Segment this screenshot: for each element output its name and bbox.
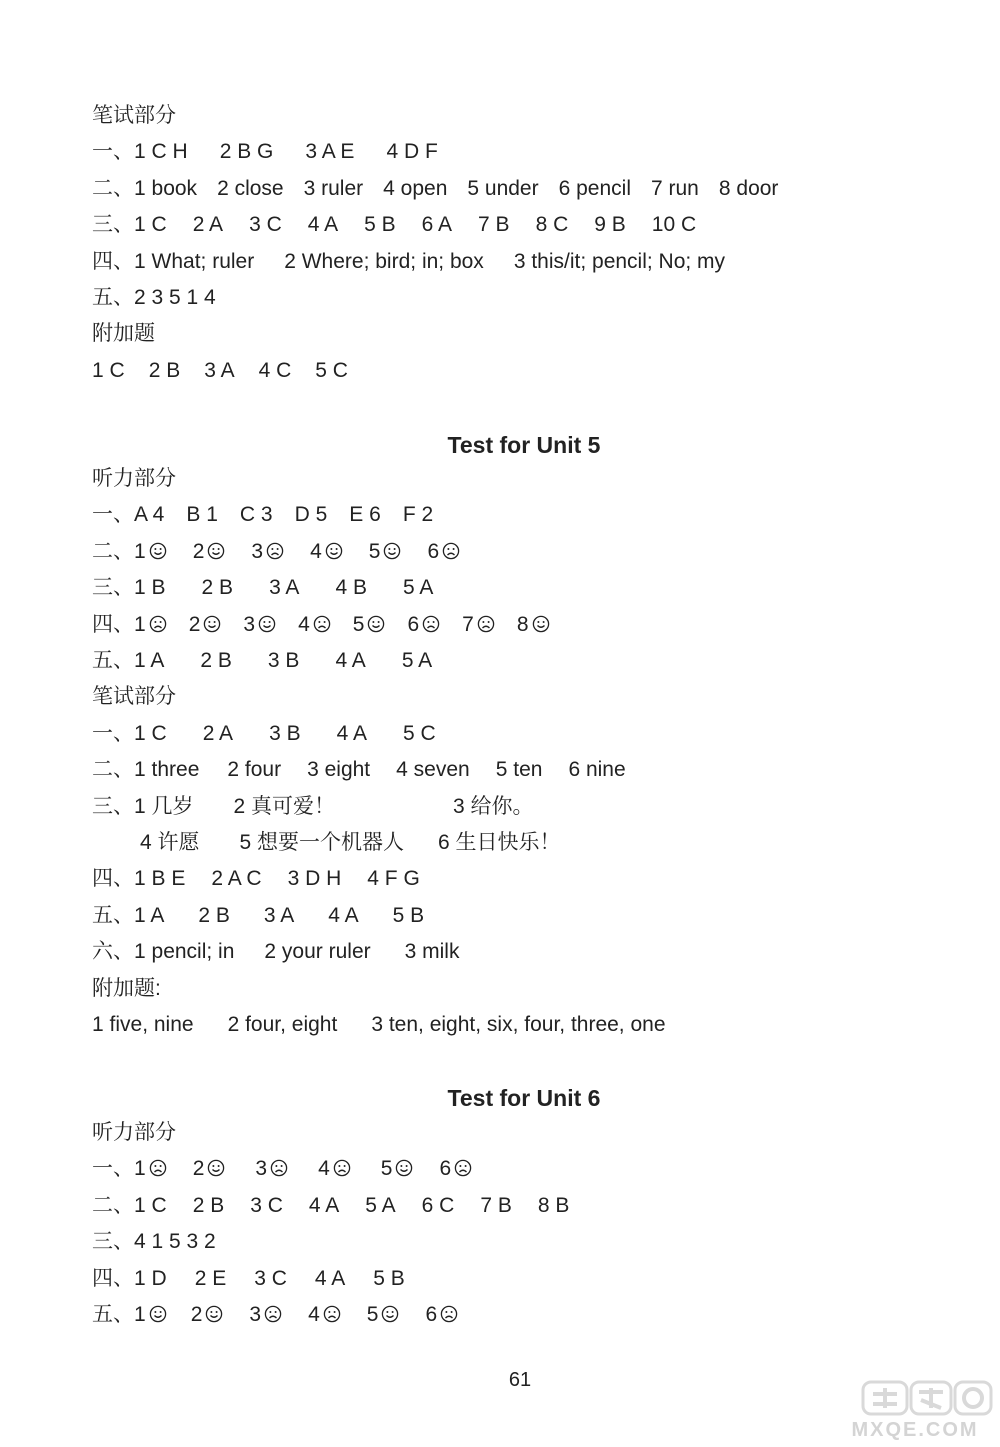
item-number: 6 (427, 539, 440, 563)
unit6-heading: Test for Unit 6 (447, 1085, 601, 1111)
answer-item: 3 A E (305, 140, 355, 164)
item-number: 4 (298, 612, 310, 636)
item-number: 1 (134, 1303, 146, 1326)
answer-item (193, 1154, 226, 1184)
answer-item (134, 1300, 167, 1330)
answer-item (353, 610, 386, 640)
answer-item: 5 想要一个机器人 (239, 831, 405, 854)
answer-item: 2 four, eight (227, 1013, 338, 1036)
item-number: 3 (251, 539, 264, 563)
answer-item: 4 open (383, 176, 448, 200)
answer-item: 3 A (269, 576, 300, 600)
sad-face-icon (333, 1159, 351, 1177)
answer-item: 1 几岁 (134, 794, 194, 818)
section-label: 四、 (92, 612, 134, 636)
answer-line (92, 573, 433, 603)
answer-item: A 4 (134, 503, 165, 527)
item-number: 1 (134, 539, 146, 563)
answer-item: 4 C (258, 358, 292, 382)
item-number: 7 (462, 612, 474, 636)
answer-item (517, 610, 550, 640)
answer-item: 2 B (148, 358, 181, 382)
item-number: 4 (310, 539, 322, 563)
answer-item: 4 许愿 (140, 831, 200, 854)
section-label: 四、 (92, 249, 134, 273)
answer-item (369, 537, 402, 567)
answer-item: 7 B (478, 213, 510, 237)
item-number: 3 (243, 612, 256, 636)
answer-line (92, 610, 550, 640)
item-number: 5 (352, 612, 365, 636)
answer-item: 2 A (202, 721, 234, 745)
item-number: 6 (425, 1303, 438, 1326)
unit5-heading: Test for Unit 5 (447, 432, 601, 458)
answer-item: 1 five, nine (92, 1013, 194, 1036)
answer-item: 3 A (263, 903, 295, 927)
sad-face-icon (442, 542, 460, 560)
answer-line (92, 500, 433, 530)
answer-item: 3 this/it; pencil; No; my (513, 249, 726, 273)
section-label: 四、 (92, 1266, 134, 1290)
item-number: 2 (192, 539, 205, 563)
answer-item: 3 C (250, 1193, 283, 1217)
item-number: 4 (318, 1157, 330, 1181)
answer-item: F 2 (402, 503, 434, 527)
answer-item: 1 D (134, 1266, 167, 1290)
answer-item (251, 537, 284, 567)
answer-item (381, 1154, 414, 1184)
smiley-face-icon (258, 615, 276, 633)
answer-item: 5 B (373, 1266, 405, 1290)
answer-line (92, 864, 420, 894)
answer-item (427, 537, 460, 567)
answer-item (308, 1300, 341, 1330)
item-number: 5 (368, 539, 381, 563)
answer-item (310, 537, 343, 567)
answer-item: 8 door (718, 176, 779, 200)
answer-item: 1 three (134, 758, 200, 782)
answer-item (462, 610, 495, 640)
answer-item (425, 1300, 458, 1330)
section-label: 五、 (92, 286, 134, 309)
item-number: 6 (407, 612, 420, 636)
answer-item: 2 four (227, 758, 282, 782)
answer-line (92, 682, 176, 712)
answer-item: 1 C H (134, 140, 188, 164)
answer-item: 1 pencil; in (134, 940, 235, 964)
answer-item: 1 A (134, 903, 165, 927)
answer-item: 5 A (402, 576, 434, 600)
sad-face-icon (149, 1159, 167, 1177)
section-label: 三、 (92, 1230, 134, 1254)
item-number: 1 (134, 612, 146, 636)
answer-item: 2 B (200, 649, 232, 672)
answer-line (92, 283, 216, 313)
answer-line (92, 974, 161, 1004)
answer-line (92, 137, 438, 167)
item-number: 1 (134, 1157, 146, 1181)
item-number: 2 (188, 612, 201, 636)
sad-face-icon (149, 615, 167, 633)
answer-item: 5 A (365, 1193, 396, 1217)
answer-item: 1 B (134, 576, 166, 600)
answer-item: 2 B (192, 1193, 225, 1217)
answer-item: 4 A (328, 903, 359, 927)
section-label: 五、 (92, 649, 134, 672)
answer-item: 1 B E (134, 867, 186, 891)
answer-item: 5 B (364, 213, 396, 237)
answer-item: 3 eight (307, 758, 371, 782)
answer-item: 4 seven (396, 758, 470, 782)
answer-item: 2 A (192, 213, 224, 237)
answer-item: 4 A (308, 1193, 340, 1217)
answer-line (92, 792, 534, 822)
answer-item: 4 1 5 3 2 (134, 1230, 216, 1254)
answer-item: 7 run (651, 176, 699, 200)
answer-item: 5 ten (495, 758, 543, 782)
answer-item: 4 D F (386, 140, 438, 164)
answer-item: 1 book (134, 176, 198, 200)
answer-item (134, 610, 167, 640)
section-label: 六、 (92, 940, 134, 964)
answer-item: 1 What; ruler (134, 249, 255, 273)
answer-item: 6 nine (568, 758, 626, 782)
smiley-face-icon (149, 1305, 167, 1323)
sad-face-icon (323, 1305, 341, 1323)
smiley-face-icon (325, 542, 343, 560)
section-label: 二、 (92, 758, 134, 782)
answer-item (318, 1154, 351, 1184)
answer-item: 9 B (594, 213, 626, 237)
answer-line (92, 464, 176, 494)
smiley-face-icon (207, 542, 225, 560)
item-number: 2 (192, 1157, 205, 1181)
answer-item: 4 A (314, 1266, 346, 1290)
answer-item: 2 E (194, 1266, 227, 1290)
item-number: 2 (190, 1303, 203, 1326)
answer-line (92, 174, 778, 204)
answer-item (134, 1154, 167, 1184)
answer-item: 5 C (402, 721, 436, 745)
section-label: 五、 (92, 1303, 134, 1326)
item-number: 3 (255, 1157, 268, 1181)
item-number: 5 (380, 1157, 393, 1181)
answer-item: 2 真可爱！ (233, 794, 336, 818)
answer-line (92, 646, 432, 676)
answer-item: 5 B (392, 903, 425, 927)
answer-item: 4 A (335, 649, 366, 672)
answer-item (367, 1300, 400, 1330)
answer-item: B 1 (186, 503, 218, 527)
answer-item: 3 C (249, 213, 282, 237)
smiley-face-icon (395, 1159, 413, 1177)
answer-line (92, 719, 436, 749)
answer-item: 2 your ruler (264, 940, 371, 964)
answer-item: 2 Where; bird; in; box (284, 249, 484, 273)
answer-item: 5 A (401, 649, 433, 672)
answer-item: 1 A (134, 649, 165, 672)
answer-line (92, 537, 460, 567)
answer-item: 3 milk (404, 940, 460, 964)
smiley-face-icon (367, 615, 385, 633)
answer-line (92, 101, 176, 131)
smiley-face-icon (149, 542, 167, 560)
answer-item: 8 C (535, 213, 569, 237)
section-label: 附加题: (92, 976, 161, 1000)
answer-item: 3 ruler (303, 176, 364, 200)
section-label: 三、 (92, 213, 134, 237)
sad-face-icon (454, 1159, 472, 1177)
answer-item: 1 C (134, 721, 167, 745)
answer-item: 4 B (335, 576, 367, 600)
answer-item: 8 B (537, 1193, 570, 1217)
answer-item: 3 A (204, 358, 235, 382)
answer-line (92, 1227, 216, 1257)
answer-item (134, 537, 167, 567)
answer-item: 6 生日快乐！ (438, 831, 561, 854)
answer-item: 2 B (201, 576, 234, 600)
item-number: 6 (439, 1157, 452, 1181)
watermark-text: MXQE.COM (851, 1419, 979, 1440)
section-label: 附加题 (92, 322, 155, 346)
answer-item (193, 537, 226, 567)
smiley-face-icon (381, 1305, 399, 1323)
answer-line (92, 1010, 666, 1040)
answer-line (92, 1118, 176, 1148)
section-label: 笔试部分 (92, 685, 176, 709)
smiley-face-icon (207, 1159, 225, 1177)
answer-line (92, 1154, 472, 1184)
answer-item (298, 610, 331, 640)
answer-item: 5 under (467, 176, 539, 200)
answer-item: E 6 (349, 503, 381, 527)
sad-face-icon (264, 1305, 282, 1323)
answer-item: 4 A (336, 721, 367, 745)
answer-item: D 5 (294, 503, 328, 527)
answer-item: 2 B G (219, 140, 274, 164)
answer-item: 5 C (315, 358, 348, 382)
section-label: 二、 (92, 1193, 134, 1217)
answer-item: 3 B (267, 649, 300, 672)
answer-item: 4 A (307, 213, 339, 237)
answer-line (92, 828, 561, 858)
answer-line (92, 210, 696, 240)
sad-face-icon (270, 1159, 288, 1177)
smiley-face-icon (532, 615, 550, 633)
answer-item (439, 1154, 472, 1184)
item-number: 4 (308, 1303, 320, 1326)
page-number: 61 (508, 1369, 532, 1391)
item-number: 8 (516, 612, 529, 636)
sad-face-icon (477, 615, 495, 633)
answer-item: 6 A (421, 213, 453, 237)
answer-item (191, 1300, 224, 1330)
item-number: 3 (249, 1303, 262, 1326)
answer-item: 3 B (269, 721, 301, 745)
answer-item: 6 pencil (558, 176, 631, 200)
section-label: 笔试部分 (92, 104, 176, 127)
answer-line (92, 1300, 458, 1330)
answer-line (92, 1264, 405, 1294)
answer-item: 2 close (217, 176, 284, 200)
section-label: 二、 (92, 176, 134, 200)
section-label: 一、 (92, 1157, 134, 1181)
answer-line (92, 755, 626, 785)
section-label: 听力部分 (92, 467, 176, 490)
watermark-logo (815, 1378, 995, 1440)
answer-item: 4 F G (367, 867, 420, 891)
answer-item: 1 C (134, 1193, 167, 1217)
section-label: 听力部分 (92, 1121, 176, 1144)
sad-face-icon (313, 615, 331, 633)
answer-item: 7 B (480, 1193, 512, 1217)
section-label: 一、 (92, 140, 134, 164)
answer-item (249, 1300, 282, 1330)
answer-item (407, 610, 440, 640)
answer-item (189, 610, 222, 640)
answer-line (92, 247, 725, 277)
answer-item: 3 给你。 (453, 794, 534, 818)
answer-item (243, 610, 276, 640)
smiley-face-icon (383, 542, 401, 560)
answer-line (92, 356, 348, 386)
smiley-face-icon (205, 1305, 223, 1323)
answer-line (92, 319, 155, 349)
answer-line (92, 901, 424, 931)
sad-face-icon (440, 1305, 458, 1323)
answer-line (92, 1191, 569, 1221)
answer-item (255, 1154, 288, 1184)
answer-item: 2 B (198, 903, 230, 927)
item-number: 5 (366, 1303, 379, 1326)
answer-item: 2 A C (211, 867, 262, 891)
section-label: 一、 (92, 721, 134, 745)
smiley-face-icon (203, 615, 221, 633)
answer-item: 10 C (651, 213, 697, 237)
section-label: 五、 (92, 903, 134, 927)
section-label: 三、 (92, 576, 134, 600)
answer-line (92, 937, 459, 967)
sad-face-icon (266, 542, 284, 560)
answer-item: 6 C (421, 1193, 455, 1217)
answer-item: 3 C (254, 1266, 287, 1290)
answer-item: 1 C (134, 213, 167, 237)
section-label: 一、 (92, 503, 134, 527)
section-label: 四、 (92, 867, 134, 891)
answer-item: 2 3 5 1 4 (134, 286, 216, 309)
sad-face-icon (422, 615, 440, 633)
answer-item: C 3 (239, 503, 273, 527)
answer-item: 1 C (92, 358, 125, 382)
section-label: 二、 (92, 539, 134, 563)
answer-item: 3 ten, eight, six, four, three, one (371, 1013, 666, 1036)
section-label: 三、 (92, 794, 134, 818)
answer-item: 3 D H (287, 867, 342, 891)
